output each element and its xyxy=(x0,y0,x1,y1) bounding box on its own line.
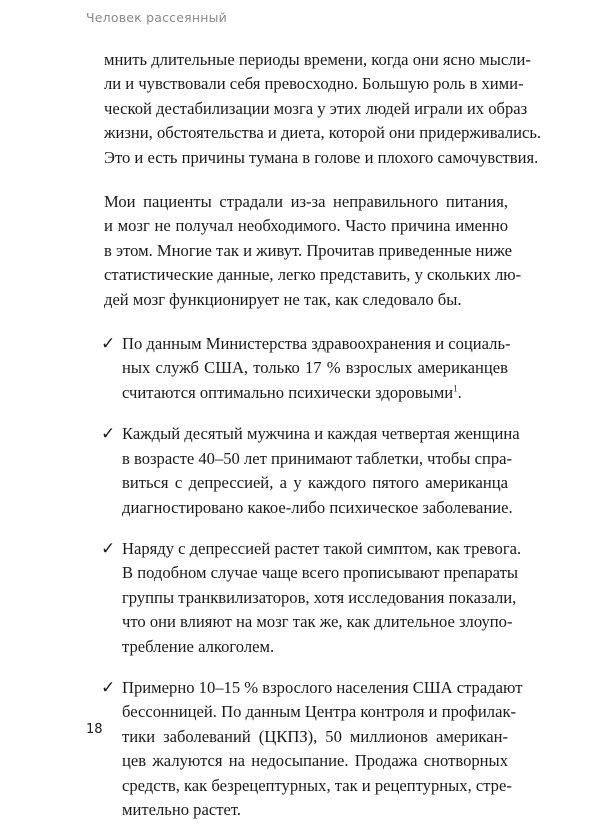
text-line: средств, как безрецептурных, так и рецептурных, стре- xyxy=(122,775,512,795)
text-line: Каждый десятый мужчина и каждая четвертая женщина xyxy=(122,424,520,444)
text-line: мнить длительные периоды времени, когда они ясно мысли- xyxy=(104,50,531,69)
text-line: бессонницей. По данным Центра контроля и профилак- xyxy=(122,702,517,722)
checkmark-icon: ✓ xyxy=(101,334,116,355)
text-line: ли и чувствовали себя превосходно. Большую роль в хими- xyxy=(104,74,524,94)
text-line: что они влияют на мозг так же, как длительное злоупо- xyxy=(122,612,513,632)
page-body xyxy=(101,48,542,839)
statistics-list xyxy=(101,332,523,822)
text-line: в возрасте 40–50 лет принимают таблетки, чтобы спра- xyxy=(122,448,513,468)
text-line: и мозг не получал необходимого. Часто причина именно xyxy=(104,216,508,236)
text-line: дей мозг функционирует не так, как следовало бы. xyxy=(104,289,462,309)
text-line: Это и есть причины тумана в голове и плохого самочувствия. xyxy=(104,147,539,167)
text-line: диагностировано какое-либо психическое заболевание. xyxy=(122,497,513,517)
text-line: требление алкоголем. xyxy=(122,636,275,656)
list-item xyxy=(101,676,523,822)
text-line: виться с депрессией, а у каждого пятого американца xyxy=(122,473,508,493)
text-line: ных служб США, только 17 % взрослых американцев xyxy=(122,358,508,378)
text-line: В подобном случае чаще всего прописывают препараты xyxy=(122,563,519,583)
text-line: жизни, обстоятельства и диета, которой они придерживались. xyxy=(104,123,542,143)
text-line: в этом. Многие так и живут. Прочитав приведенные ниже xyxy=(104,240,513,260)
text-line: тики заболеваний (ЦКПЗ), 50 миллионов американ- xyxy=(122,726,508,746)
text-line: По данным Министерства здравоохранения и социаль- xyxy=(122,334,511,354)
text-line: цев жалуются на недосыпание. Продажа снотворных xyxy=(122,751,508,771)
list-item xyxy=(101,422,520,520)
text-line: Мои пациенты страдали из-за неправильного питания, xyxy=(104,192,508,212)
running-title: Человек рассеянный xyxy=(86,10,227,25)
text-line: группы транквилизаторов, хотя исследования показали, xyxy=(122,587,517,607)
text-line: ческой дестабилизации мозга у этих людей играли их образ xyxy=(104,98,528,118)
text-line: Наряду с депрессией растет такой симптом, как тревога. xyxy=(122,538,522,558)
paragraph-continuation xyxy=(104,48,542,170)
footnote-marker: 1 xyxy=(453,383,458,394)
checkmark-icon: ✓ xyxy=(101,424,116,445)
text-line: Примерно 10–15 % взрослого населения США страдают xyxy=(122,677,523,697)
text-line: считаются оптимально психически здоровыми$^1$. xyxy=(122,382,462,402)
text-line: мительно растет. xyxy=(122,799,241,819)
checkmark-icon: ✓ xyxy=(101,538,116,559)
paragraph-patients xyxy=(104,190,522,312)
page-number: 18 xyxy=(86,722,103,737)
text-line: статистические данные, легко представить, у скольких лю- xyxy=(104,265,522,285)
list-item xyxy=(101,537,522,659)
checkmark-icon: ✓ xyxy=(101,677,116,698)
list-item xyxy=(101,332,511,405)
